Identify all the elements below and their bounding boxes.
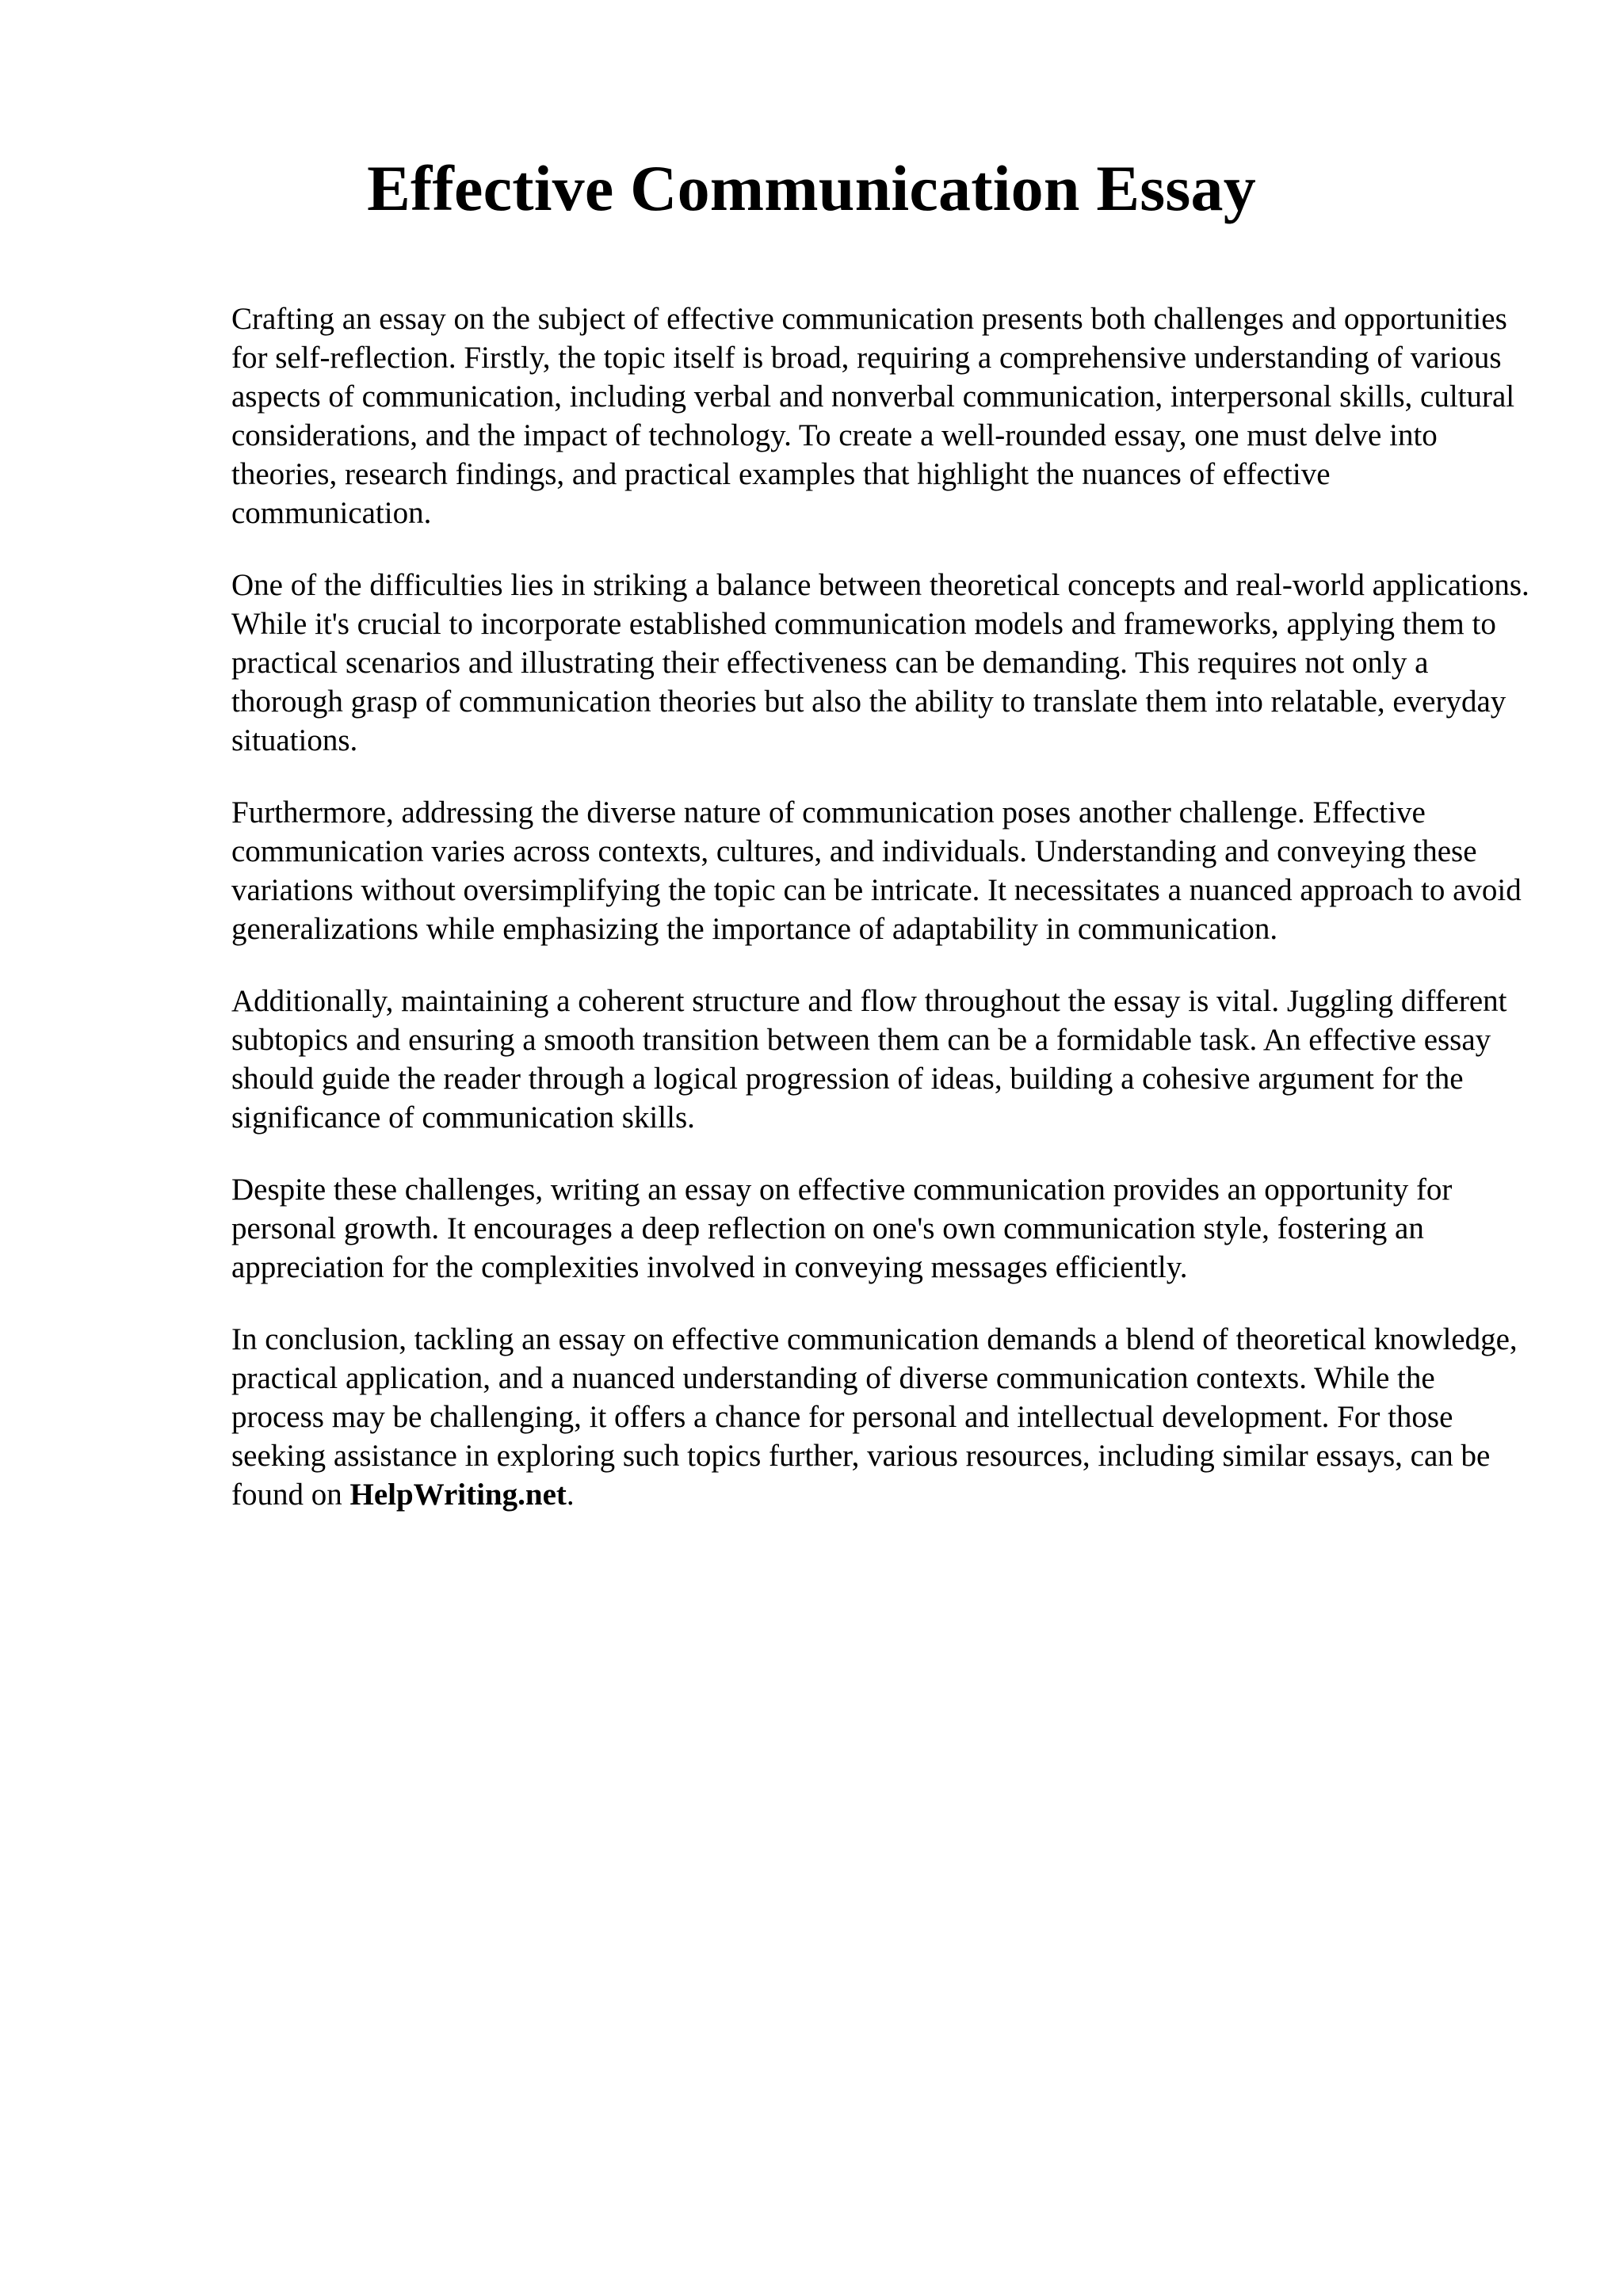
- conclusion-end: .: [566, 1478, 575, 1512]
- paragraph-structure: Additionally, maintaining a coherent structure and flow throughout the essay is vital. Juggling different subtopics and ensuring a smooth transition between them can be a formidable task. An effective essay should guide the reader through a logical progression of ideas, building a cohesive argument for the significance of communication skills.: [231, 984, 1507, 1135]
- paragraph-intro: Crafting an essay on the subject of effective communication presents both challenges and opportunities for self-reflection. Firstly, the topic itself is broad, requiring a comprehensive understanding of various aspects of communication, including verbal and nonverbal communication, interpersonal skills, cultural considerations, and the impact of technology. To create a well-rounded essay, one must delve into theories, research findings, and practical examples that highlight the nuances of effective communication.: [231, 302, 1515, 530]
- paragraph-theory-vs-practice: One of the difficulties lies in striking a balance between theoretical concepts and real-world applications. While it's crucial to incorporate established communication models and frameworks, applying them to practical scenarios and illustrating their effectiveness can be demanding. This requires not only a thorough grasp of communication theories but also the ability to translate them into relatable, everyday situations.: [231, 568, 1529, 757]
- document-title: Effective Communication Essay: [367, 152, 1256, 224]
- paragraph-diversity: Furthermore, addressing the diverse nature of communication poses another challenge. Effective communication varies across contexts, cultures, and individuals. Understanding and conveying these variations without oversimplifying the topic can be intricate. It necessitates a nuanced approach to avoid generalizations while emphasizing the importance of adaptability in communication.: [231, 795, 1522, 946]
- paragraph-conclusion: [231, 1320, 1531, 1514]
- site-name: HelpWriting.net: [349, 1478, 567, 1512]
- paragraph-personal-growth: Despite these challenges, writing an essay on effective communication provides an opportunity for personal growth. It encourages a deep reflection on one's own communication style, fostering an appreciation for the complexities involved in conveying messages efficiently.: [231, 1173, 1453, 1284]
- conclusion-text: In conclusion, tackling an essay on effective communication demands a blend of theoretical knowledge, practical application, and a nuanced understanding of diverse communication contexts. While the process may be challenging, it offers a chance for personal and intellectual development. For those seeking assistance in exploring such topics further, various resources, including similar essays, can be found on: [231, 1322, 1518, 1512]
- essay-body: [231, 299, 1531, 1514]
